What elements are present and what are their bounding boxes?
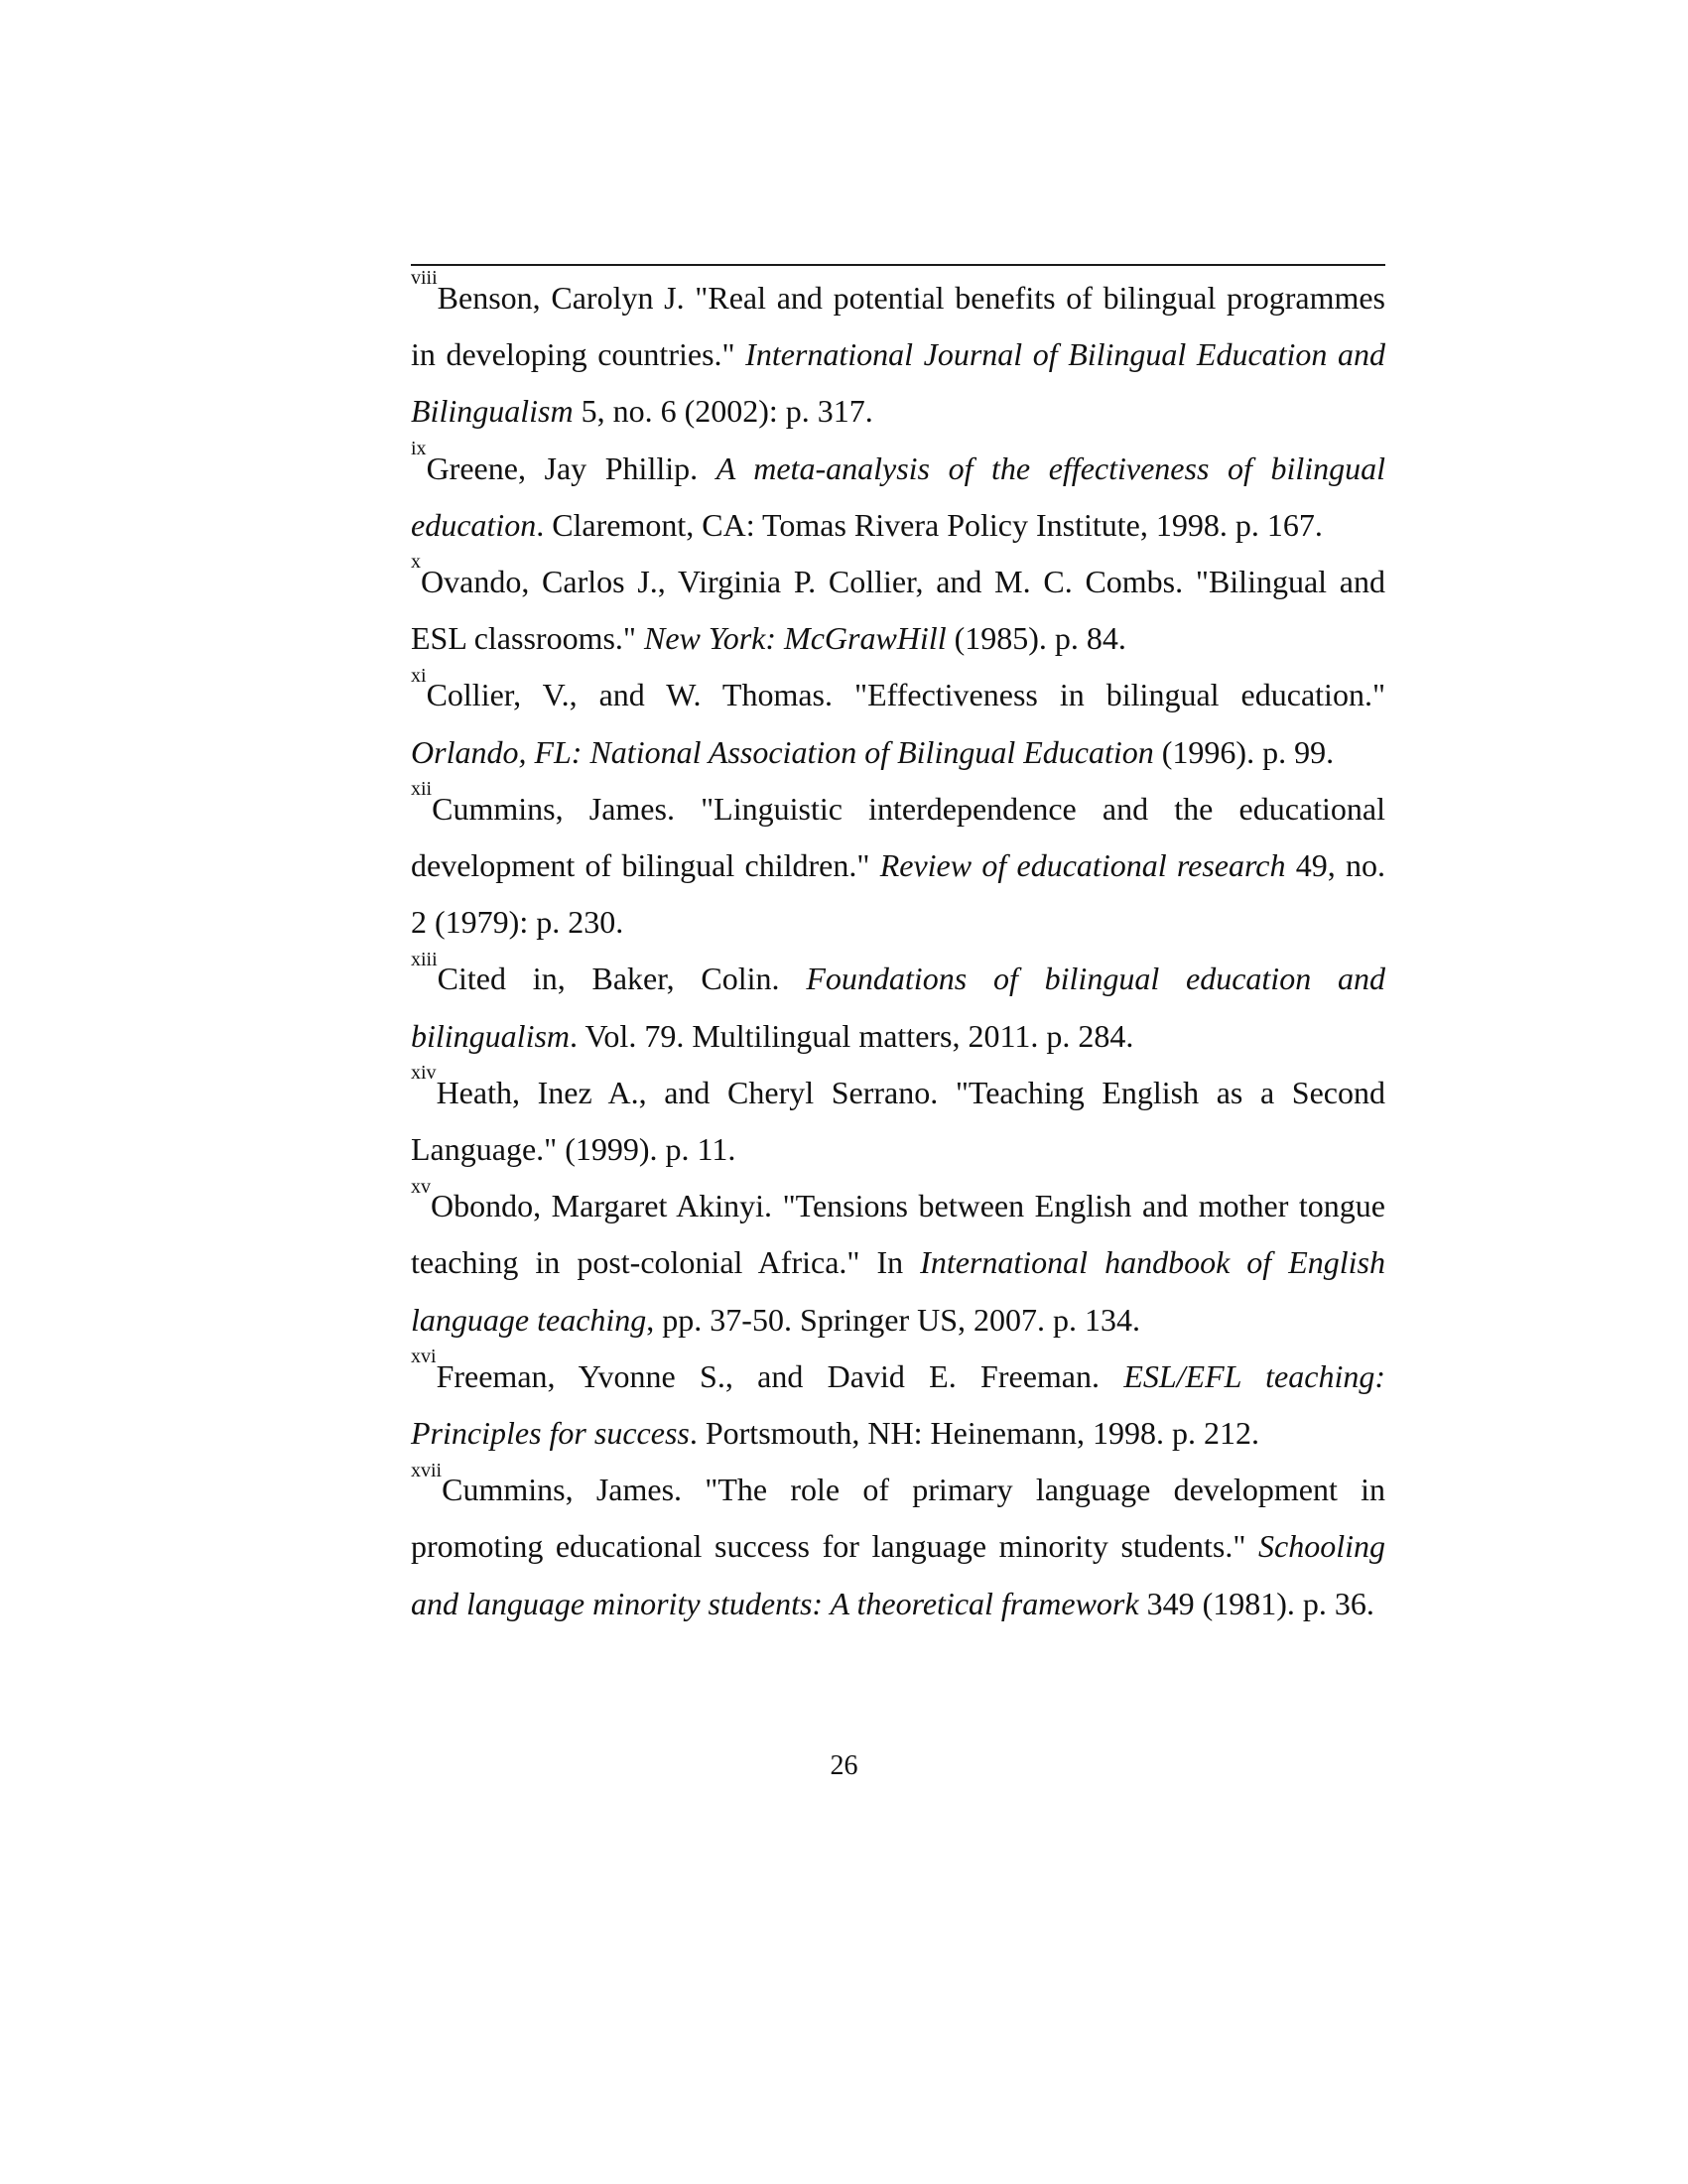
footnote-marker: xi — [411, 664, 427, 687]
citation-text: Ovando, Carlos J., Virginia P. Collier, and M. C. Combs. "Bilingual and ESL classrooms." — [411, 564, 1385, 657]
footnote-marker: xiii — [411, 948, 438, 970]
footnote-xii — [411, 778, 1386, 952]
footnote-xiii — [411, 948, 1385, 1064]
citation-title-italic: A meta-analysis of the effectiveness of bilingual education — [411, 450, 1385, 543]
footnote-xv — [411, 1175, 1386, 1349]
footnote-ix — [411, 437, 1385, 554]
citation-text: Freeman, Yvonne S., and David E. Freeman. — [436, 1357, 1124, 1394]
citation-text: Heath, Inez A., and Cheryl Serrano. "Teaching English as a Second Language." (1999). p. 11. — [411, 1074, 1385, 1168]
footnote-marker: xvii — [411, 1459, 443, 1481]
citation-title-italic: International Journal of Bilingual Education and Bilingualism — [411, 336, 1386, 430]
citation-text: Benson, Carolyn J. "Real and potential benefits of bilingual programmes in developing countries." — [411, 280, 1385, 373]
citation-text: Cummins, James. "Linguistic interdependence and the educational development of bilingual children." — [411, 790, 1385, 884]
citation-text: 5, no. 6 (2002): p. 317. — [573, 393, 873, 430]
citation-text: Cited in, Baker, Colin. — [437, 961, 807, 997]
page-number: 26 — [830, 1750, 858, 1781]
citation-text: . Claremont, CA: Tomas Rivera Policy Institute, 1998. p. 167. — [536, 506, 1323, 543]
footnote-marker: xii — [411, 778, 433, 801]
footnote-x — [411, 551, 1385, 667]
citation-text: 49, no. 2 (1979): p. 230. — [411, 847, 1386, 941]
footnote-marker: x — [411, 551, 421, 574]
citation-title-italic: Foundations of bilingual education and bilingualism — [411, 961, 1385, 1054]
footnote-xvii — [411, 1459, 1385, 1632]
footnote-marker: ix — [411, 437, 427, 459]
citation-text: . Portsmouth, NH: Heinemann, 1998. p. 212. — [689, 1415, 1260, 1452]
citation-text: Obondo, Margaret Akinyi. "Tensions between English and mother tongue teaching in post-colonial Africa." In — [411, 1188, 1385, 1281]
citation-text: (1985). p. 84. — [946, 620, 1126, 657]
citation-title-italic: ESL/EFL teaching: Principles for success — [411, 1357, 1386, 1452]
citation-title-italic: New York: McGrawHill — [643, 620, 947, 657]
citation-text: , pp. 37-50. Springer US, 2007. p. 134. — [646, 1301, 1141, 1338]
citation-title-italic: Schooling and language minority students: A theoretical framework — [411, 1528, 1385, 1621]
footnote-marker: viii — [411, 267, 438, 290]
citation-text: 349 (1981). p. 36. — [1138, 1585, 1374, 1621]
footnotes-list — [411, 267, 1386, 1632]
footnote-xvi — [411, 1346, 1386, 1462]
footnote-xiv — [411, 1062, 1385, 1178]
citation-text: Cummins, James. "The role of primary language development in promoting educational success for language minority students." — [411, 1472, 1385, 1565]
footnote-marker: xvi — [411, 1346, 437, 1368]
footnote-separator-rule — [411, 264, 1385, 266]
citation-text: . Vol. 79. Multilingual matters, 2011. p. 284. — [570, 1017, 1134, 1054]
footnote-viii — [411, 267, 1386, 441]
footnote-marker: xv — [411, 1175, 431, 1198]
footnote-marker: xiv — [411, 1062, 437, 1085]
citation-text: Collier, V., and W. Thomas. "Effectiveness in bilingual education." — [426, 677, 1385, 713]
citation-title-italic: Review of educational research — [879, 847, 1286, 884]
citation-text: (1996). p. 99. — [1153, 733, 1335, 770]
footnote-xi — [411, 664, 1385, 780]
citation-text: Greene, Jay Phillip. — [426, 450, 716, 486]
citation-title-italic: Orlando, FL: National Association of Bilingual Education — [411, 733, 1154, 770]
citation-title-italic: International handbook of English language teaching — [411, 1244, 1386, 1338]
